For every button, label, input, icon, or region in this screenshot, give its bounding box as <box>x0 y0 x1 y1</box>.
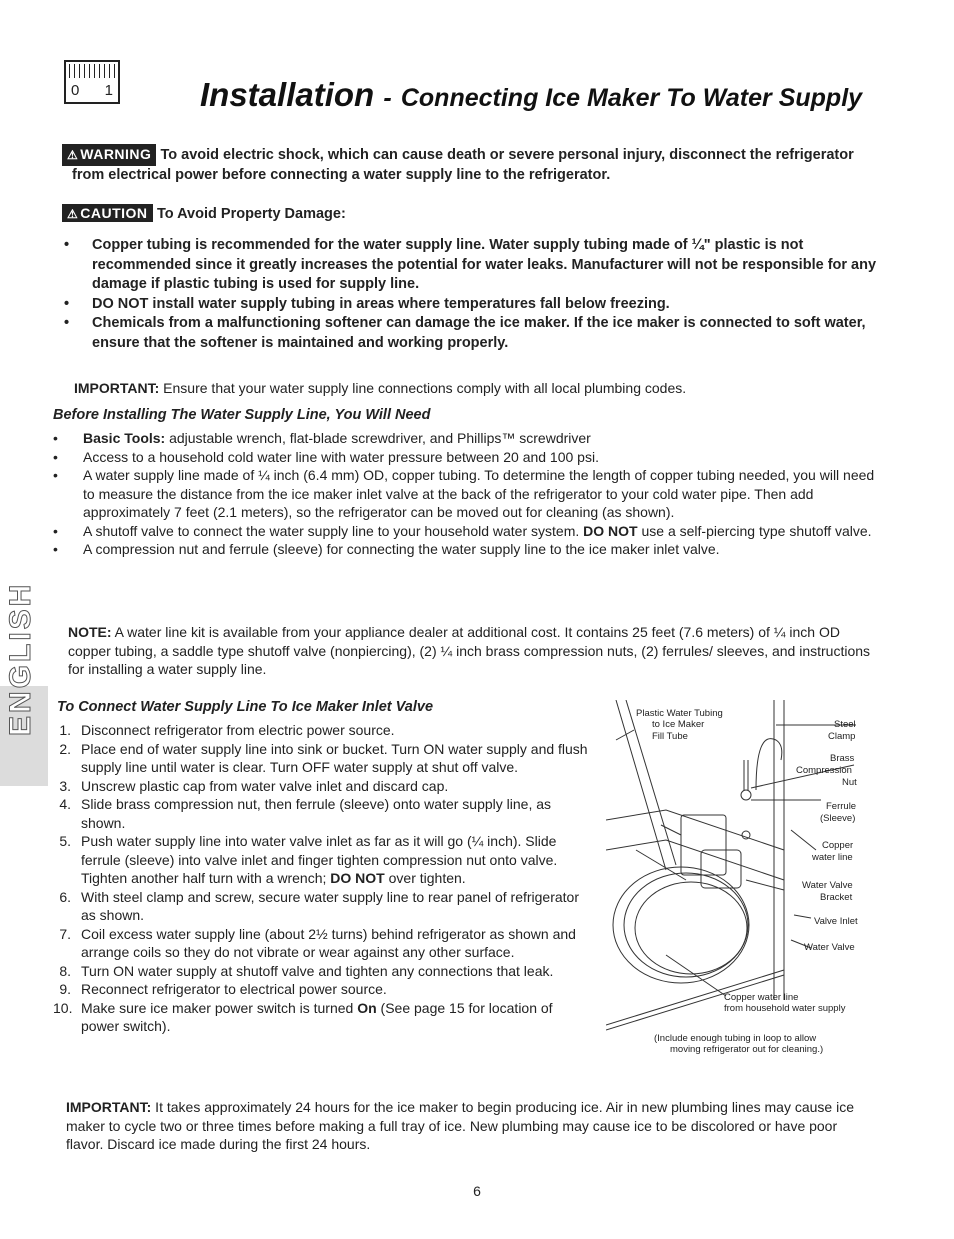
step-item: 2. Place end of water supply line into sink or bucket. Turn ON water supply and flush supply line until water is clear. Turn OFF water supply at shut off valve. <box>59 740 588 775</box>
warning-text-1: To avoid electric shock, which can cause death or severe personal injury, disconnect the refrigerator <box>160 147 854 163</box>
label-clamp: Clamp <box>828 731 856 742</box>
caution-item: • Copper tubing is recommended for the water supply line. Water supply tubing made of ¼" plastic is not recommended since it greatly increases the potential for water leaks. Manufacturer will not be responsible for any damage if plastic tubing is used for supply line. <box>64 236 884 295</box>
ruler-end-label: 1 <box>104 82 113 99</box>
title-main: Installation <box>200 76 375 113</box>
label-water-line: water line <box>812 852 853 863</box>
page-title <box>200 76 862 114</box>
label-compression: Compression <box>796 765 852 776</box>
step-item: 1. Disconnect refrigerator from electric power source. <box>59 722 395 738</box>
needs-item: • A compression nut and ferrule (sleeve) for connecting the water supply line to the ice maker inlet valve. <box>53 540 883 559</box>
label-nut: Nut <box>842 777 857 788</box>
ruler-start-label: 0 <box>71 82 80 99</box>
label-to-ice-maker: to Ice Maker <box>652 719 705 730</box>
step-item: 9. Reconnect refrigerator to electrical power source. <box>59 981 387 997</box>
label-bracket: Bracket <box>820 892 853 903</box>
needs-list <box>53 429 883 559</box>
needs-item: • Access to a household cold water line with water pressure between 20 and 100 psi. <box>53 448 883 467</box>
label-note-2: moving refrigerator out for cleaning.) <box>670 1044 824 1055</box>
step-item: 10. Make sure ice maker power switch is turned On (See page 15 for location of power switch). <box>53 999 553 1034</box>
label-water-valve-2: Water Valve <box>804 942 855 953</box>
step-item: 5. Push water supply line into water valve inlet as far as it will go (¼ inch). Slide ferrule (sleeve) into valve inlet and finger tighten compression nut onto valve. Tighten another half turn with a wrench; DO NOT over tighten. <box>59 833 558 886</box>
caution-item: • Chemicals from a malfunctioning softener can damage the ice maker. If the ice maker is connected to soft water, ensure that the softener is maintained and working properly. <box>64 314 884 353</box>
caution-triangle-icon: ⚠ <box>67 207 79 221</box>
page-number: 6 <box>473 1183 481 1199</box>
connect-heading: To Connect Water Supply Line To Ice Maker Inlet Valve <box>57 699 434 715</box>
important-text: Ensure that your water supply line connections comply with all local plumbing codes. <box>159 380 687 396</box>
warning-text-2: from electrical power before connecting a water supply line to the refrigerator. <box>72 167 611 183</box>
label-note-1: (Include enough tubing in loop to allow <box>654 1033 817 1044</box>
step-item: 8. Turn ON water supply at shutoff valve and tighten any connections that leak. <box>59 962 554 979</box>
important-note-1 <box>74 379 884 398</box>
warning-block <box>62 144 892 185</box>
important-label: IMPORTANT: <box>74 380 160 396</box>
label-copper-water-line: Copper water line <box>724 992 799 1003</box>
ruler-icon <box>64 60 120 104</box>
caution-header <box>62 204 346 223</box>
label-sleeve: (Sleeve) <box>820 813 856 824</box>
water-valve-diagram <box>606 700 866 1070</box>
label-from-household: from household water supply <box>724 1003 846 1014</box>
title-subtitle: Connecting Ice Maker To Water Supply <box>400 84 863 112</box>
title-separator: - <box>383 84 392 112</box>
step-item: 7. Coil excess water supply line (about 2½ turns) behind refrigerator as shown and arrange coils so they do not vibrate or wear against any other surface. <box>59 925 576 960</box>
caution-list <box>64 236 884 353</box>
step-item: 3. Unscrew plastic cap from water valve inlet and discard cap. <box>59 777 449 794</box>
before-heading: Before Installing The Water Supply Line, You Will Need <box>53 407 431 423</box>
label-fill-tube: Fill Tube <box>652 731 688 742</box>
label-valve-inlet: Valve Inlet <box>814 916 858 927</box>
label-water-valve: Water Valve <box>802 880 853 891</box>
important-note-2 <box>66 1098 872 1154</box>
important-text-2: It takes approximately 24 hours for the ice maker to begin producing ice. Air in new plumbing lines may cause ice maker to cycle two or three times before making a full tray of ice. New plumbing may cause ice to be discolored or have poor flavor. Discard ice made during the first 24 hours. <box>66 1099 854 1152</box>
warning-triangle-icon: ⚠ <box>67 148 79 162</box>
note-block <box>68 623 874 679</box>
label-copper: Copper <box>822 840 854 851</box>
label-ferrule: Ferrule <box>826 801 857 812</box>
label-brass: Brass <box>830 753 855 764</box>
important-label-2: IMPORTANT: <box>66 1099 152 1115</box>
needs-item: • A water supply line made of ¼ inch (6.4 mm) OD, copper tubing. To determine the length of copper tubing needed, you will need to measure the distance from the ice maker inlet valve at the back of the refrigerator to your cold water pipe. Then add approximately 7 feet (2.1 meters), so the refrigerator can be moved out for cleaning (as shown). <box>53 466 883 522</box>
label-plastic-tubing: Plastic Water Tubing <box>636 708 723 719</box>
needs-item: • Basic Tools: adjustable wrench, flat-blade screwdriver, and Phillips™ screwdriver <box>53 429 883 448</box>
ruler-ticks <box>69 64 115 78</box>
caution-heading: To Avoid Property Damage: <box>157 206 346 222</box>
step-item: 4. Slide brass compression nut, then ferrule (sleeve) onto water supply line, as shown. <box>59 796 552 831</box>
language-side-tab <box>0 581 48 786</box>
language-tab-label: ENGLISH <box>4 581 37 736</box>
caution-item: • DO NOT install water supply tubing in areas where temperatures fall below freezing. <box>64 295 884 315</box>
needs-item: • A shutoff valve to connect the water supply line to your household water system. DO NOT use a self-piercing type shutoff valve. <box>53 522 883 541</box>
label-steel: Steel <box>834 719 856 730</box>
step-item: 6. With steel clamp and screw, secure water supply line to rear panel of refrigerator as shown. <box>59 888 580 923</box>
warning-badge: ⚠ WARNING <box>62 144 156 166</box>
caution-badge: ⚠ CAUTION <box>62 204 153 222</box>
note-label: NOTE: <box>68 624 112 640</box>
connect-steps <box>53 721 593 1036</box>
note-text: A water line kit is available from your appliance dealer at additional cost. It contains 25 feet (7.6 meters) of ¼ inch OD copper tubing, a saddle type shutoff valve (nonpiercing), (2) ¼ inch brass compression nuts, (2) ferrules/ sleeves, and instructions for installing a water supply line. <box>68 624 871 677</box>
